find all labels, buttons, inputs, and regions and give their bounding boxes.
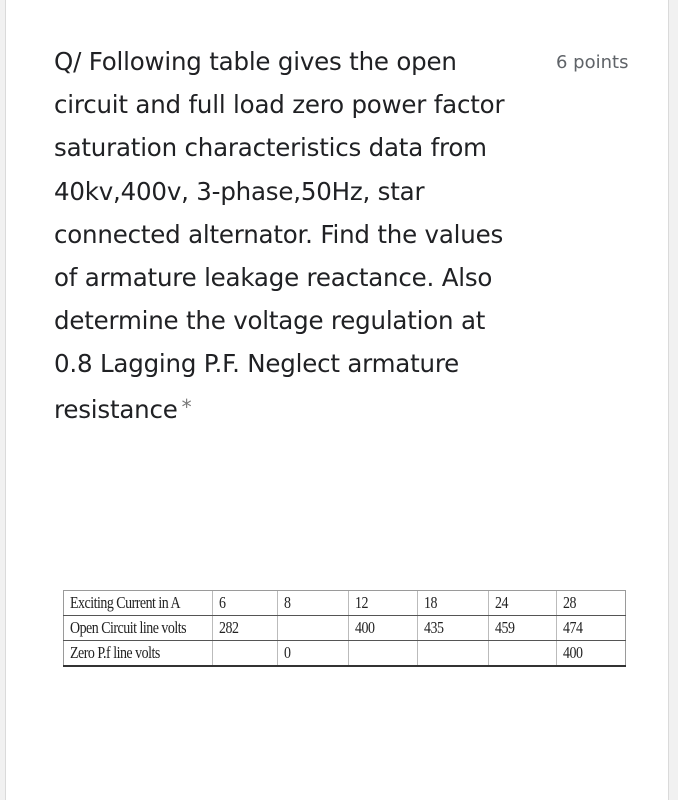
question-line: saturation characteristics data from <box>54 133 487 163</box>
table-row <box>64 591 626 616</box>
question-line: 40kv,400v, 3-phase,50Hz, star <box>54 176 425 206</box>
question-line: connected alternator. Find the values <box>54 219 504 249</box>
question-card <box>5 0 669 800</box>
table-row <box>64 616 626 641</box>
table-cell: 435 <box>417 616 488 641</box>
question-line: 0.8 Lagging P.F. Neglect armature <box>54 349 460 379</box>
row-label: Open Circuit line volts <box>64 616 213 641</box>
table-cell: 18 <box>417 591 488 616</box>
table-cell <box>212 641 277 667</box>
required-asterisk: * <box>181 394 192 419</box>
table-row <box>64 641 626 667</box>
table-cell <box>348 641 417 667</box>
table-cell: 400 <box>556 641 625 667</box>
table-cell: 400 <box>348 616 417 641</box>
table-cell: 12 <box>348 591 417 616</box>
row-label: Exciting Current in A <box>64 591 213 616</box>
table-cell: 0 <box>277 641 348 667</box>
table-cell <box>488 641 556 667</box>
points-label: 6 points <box>556 52 629 73</box>
question-line: determine the voltage regulation at <box>54 306 486 336</box>
table-cell <box>417 641 488 667</box>
table-cell: 282 <box>212 616 277 641</box>
question-line-last <box>54 386 554 431</box>
question-line: resistance <box>54 394 178 424</box>
row-label: Zero P.f line volts <box>64 641 213 667</box>
question-line: of armature leakage reactance. Also <box>54 263 493 293</box>
table-cell: 28 <box>556 591 625 616</box>
saturation-data-table <box>63 590 626 667</box>
table-cell: 474 <box>556 616 625 641</box>
table-cell <box>277 616 348 641</box>
table-cell: 24 <box>488 591 556 616</box>
question-line: Q/ Following table gives the open <box>54 47 457 76</box>
table-cell: 459 <box>488 616 556 641</box>
question-text <box>54 40 554 431</box>
table-cell: 6 <box>212 591 277 616</box>
table-cell: 8 <box>277 591 348 616</box>
question-line: circuit and full load zero power factor <box>54 90 505 120</box>
